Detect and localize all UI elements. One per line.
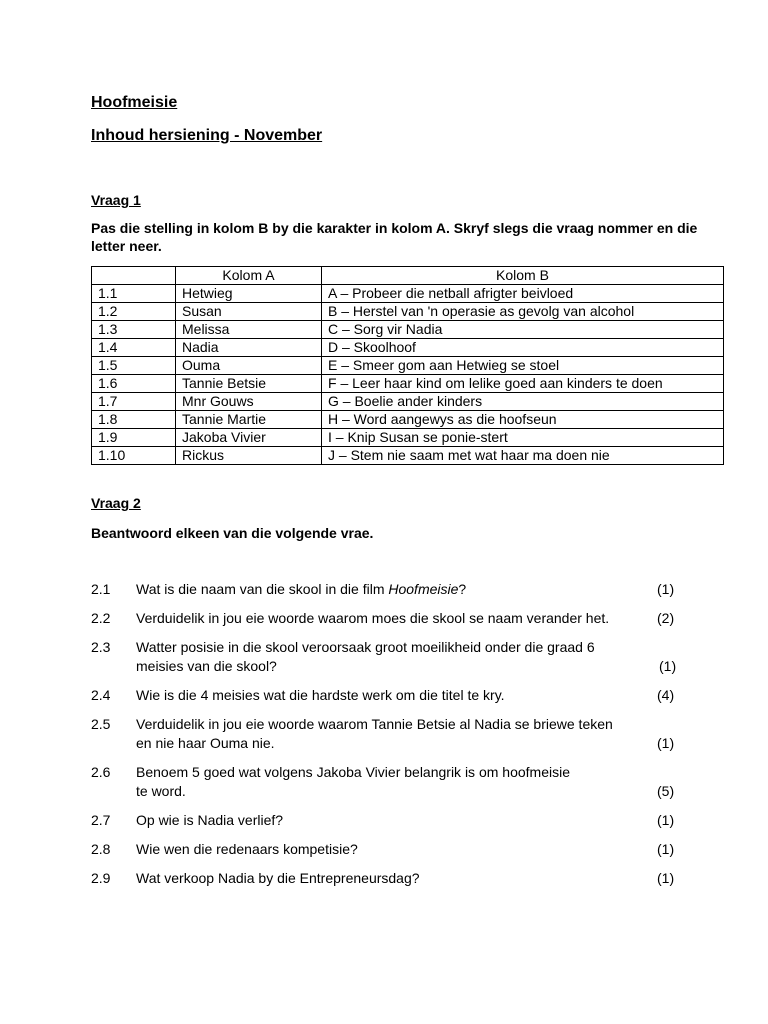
question-number: 2.3 [91, 639, 111, 655]
vraag2-instruction: Beantwoord elkeen van die volgende vrae. [91, 525, 374, 541]
vraag2-heading: Vraag 2 [91, 495, 141, 511]
question-text-continued: meisies van die skool? [136, 658, 277, 674]
question-text: Watter posisie in die skool veroorsaak groot moeilikheid onder die graad 6 [136, 639, 595, 655]
row-number: 1.3 [92, 321, 176, 339]
kolom-b-cell: F – Leer haar kind om lelike goed aan kinders te doen [322, 375, 724, 393]
film-title: Hoofmeisie [388, 581, 459, 597]
question-number: 2.4 [91, 687, 111, 703]
kolom-a-cell: Tannie Martie [176, 411, 322, 429]
column-header [92, 267, 176, 285]
kolom-b-cell: G – Boelie ander kinders [322, 393, 724, 411]
question-text: Verduidelik in jou eie woorde waarom moes die skool se naam verander het. [136, 610, 610, 626]
row-number: 1.7 [92, 393, 176, 411]
table-header-row [92, 267, 724, 285]
row-number: 1.6 [92, 375, 176, 393]
question-mark: (1) [657, 581, 675, 597]
row-number: 1.9 [92, 429, 176, 447]
question-mark: (2) [657, 610, 675, 626]
table-row [92, 375, 724, 393]
question-mark: (1) [657, 812, 675, 828]
column-header: Kolom B [322, 267, 724, 285]
question-text [136, 580, 656, 599]
question-number: 2.8 [91, 841, 111, 857]
table-row [92, 447, 724, 465]
question-text: Op wie is Nadia verlief? [136, 812, 284, 828]
table-row [92, 321, 724, 339]
table-row [92, 429, 724, 447]
question-number: 2.2 [91, 610, 111, 626]
kolom-b-cell: D – Skoolhoof [322, 339, 724, 357]
column-header: Kolom A [176, 267, 322, 285]
kolom-a-cell: Rickus [176, 447, 322, 465]
question-text: Wie wen die redenaars kompetisie? [136, 841, 358, 857]
kolom-a-cell: Melissa [176, 321, 322, 339]
question-text-part: Wat is die naam van die skool in die film [136, 581, 389, 597]
kolom-b-cell: I – Knip Susan se ponie-stert [322, 429, 724, 447]
matching-table [91, 266, 724, 465]
question-number: 2.5 [91, 716, 111, 732]
table-row [92, 339, 724, 357]
question-mark: (1) [659, 658, 677, 674]
question-text: Wat verkoop Nadia by die Entrepreneursdag? [136, 870, 420, 886]
question-text-part: ? [458, 581, 467, 597]
table-row [92, 393, 724, 411]
kolom-a-cell: Hetwieg [176, 285, 322, 303]
kolom-b-cell: B – Herstel van 'n operasie as gevolg van alcohol [322, 303, 724, 321]
table-row [92, 357, 724, 375]
table-row [92, 303, 724, 321]
table-row [92, 285, 724, 303]
question-text: Verduidelik in jou eie woorde waarom Tannie Betsie al Nadia se briewe teken [136, 716, 613, 732]
kolom-a-cell: Susan [176, 303, 322, 321]
kolom-b-cell: A – Probeer die netball afrigter beivloed [322, 285, 724, 303]
question-mark: (1) [657, 841, 675, 857]
document-subtitle: Inhoud hersiening - November [91, 127, 323, 144]
vraag1-heading: Vraag 1 [91, 192, 141, 208]
document-title: Hoofmeisie [91, 94, 178, 111]
question-text-continued: en nie haar Ouma nie. [136, 735, 275, 751]
kolom-a-cell: Ouma [176, 357, 322, 375]
kolom-a-cell: Nadia [176, 339, 322, 357]
question-mark: (5) [657, 783, 675, 799]
table-row [92, 411, 724, 429]
kolom-a-cell: Tannie Betsie [176, 375, 322, 393]
question-text: Benoem 5 goed wat volgens Jakoba Vivier belangrik is om hoofmeisie [136, 764, 570, 780]
row-number: 1.10 [92, 447, 176, 465]
question-number: 2.6 [91, 764, 111, 780]
row-number: 1.1 [92, 285, 176, 303]
question-number: 2.7 [91, 812, 111, 828]
question-number: 2.1 [91, 581, 111, 597]
vraag1-instruction: Pas die stelling in kolom B by die karakter in kolom A. Skryf slegs die vraag nommer en die letter neer. [91, 220, 698, 254]
question-mark: (1) [657, 870, 675, 886]
question-number: 2.9 [91, 870, 111, 886]
kolom-a-cell: Jakoba Vivier [176, 429, 322, 447]
kolom-a-cell: Mnr Gouws [176, 393, 322, 411]
row-number: 1.2 [92, 303, 176, 321]
question-mark: (4) [657, 687, 675, 703]
question-text: Wie is die 4 meisies wat die hardste werk om die titel te kry. [136, 687, 505, 703]
row-number: 1.8 [92, 411, 176, 429]
kolom-b-cell: H – Word aangewys as die hoofseun [322, 411, 724, 429]
question-mark: (1) [657, 735, 675, 751]
kolom-b-cell: J – Stem nie saam met wat haar ma doen nie [322, 447, 724, 465]
kolom-b-cell: E – Smeer gom aan Hetwieg se stoel [322, 357, 724, 375]
question-text-continued: te word. [136, 783, 186, 799]
row-number: 1.5 [92, 357, 176, 375]
kolom-b-cell: C – Sorg vir Nadia [322, 321, 724, 339]
row-number: 1.4 [92, 339, 176, 357]
